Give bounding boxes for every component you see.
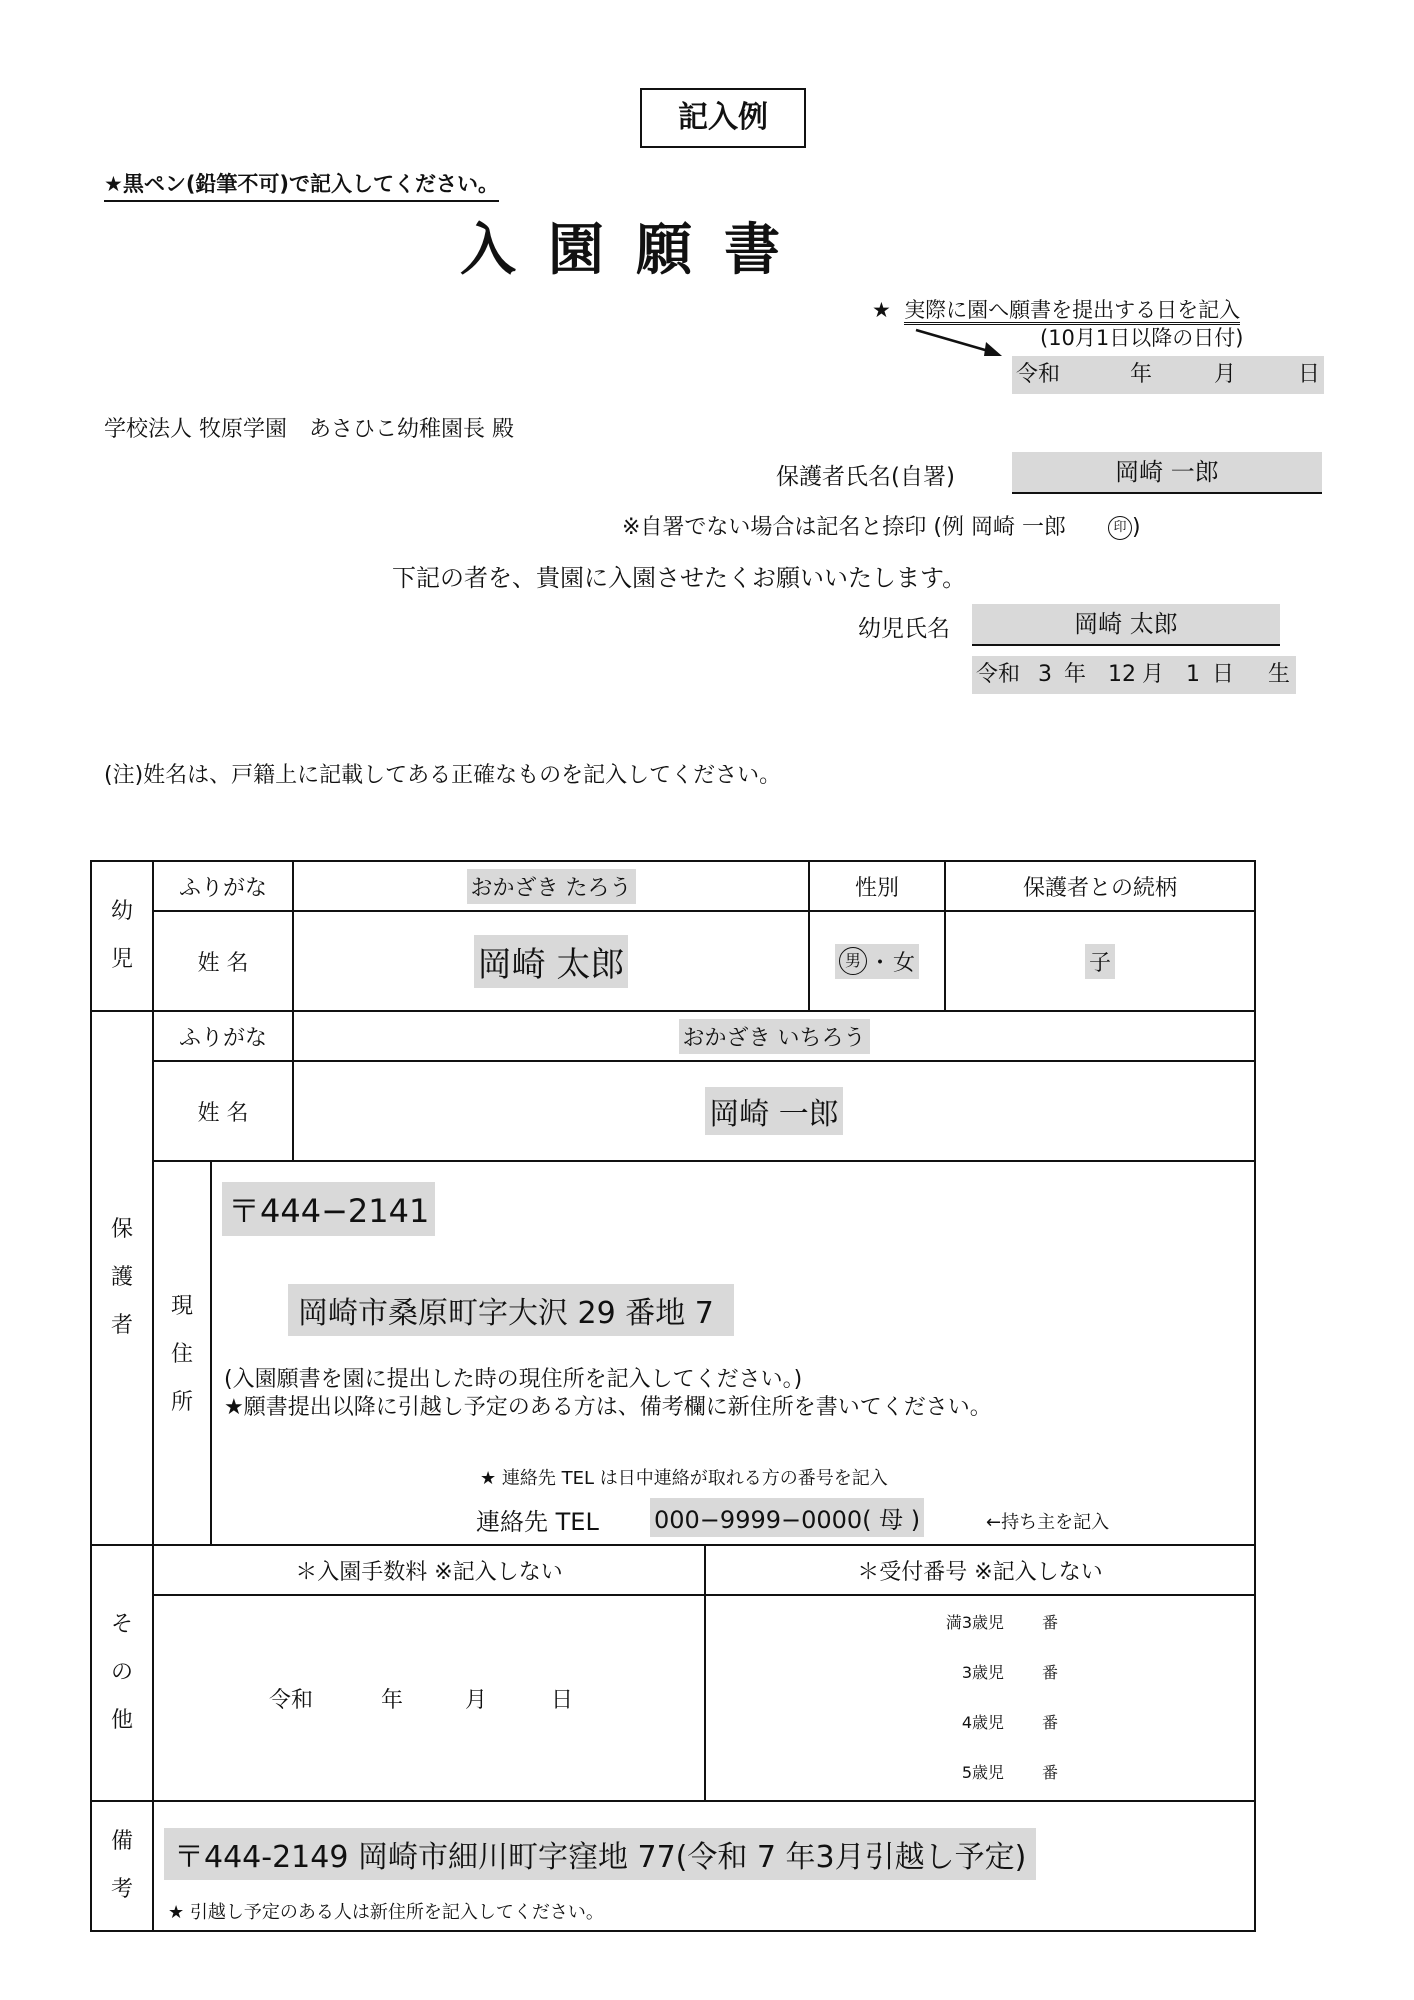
fee-header: ＊入園手数料 ※記入しない <box>295 1559 563 1585</box>
relation-label: 保護者との続柄 <box>1022 875 1177 901</box>
seal-note-close: ) <box>1131 515 1141 540</box>
birth-era: 令和 <box>976 662 1021 687</box>
receipt-label: 5歳児 <box>961 1763 1004 1782</box>
fee-date-year-unit: 年 <box>381 1688 404 1713</box>
gender-label: 性別 <box>854 875 899 901</box>
address-note: (入園願書を園に提出した時の現住所を記入してください。) <box>224 1367 803 1392</box>
remarks-note: ★ 引越し予定のある人は新住所を記入してください。 <box>168 1902 604 1923</box>
birth-year: 3 <box>1038 662 1052 687</box>
birth-suffix: 生 <box>1268 662 1291 687</box>
remarks-field[interactable]: 〒444-2149 岡崎市細川町字窪地 77(令和 7 年3月引越し予定) <box>164 1828 1036 1880</box>
address-label-char: 住 <box>170 1342 193 1367</box>
receipt-label: 4歳児 <box>961 1713 1004 1732</box>
request-text: 下記の者を、貴園に入園させたくお願いいたします。 <box>392 564 967 592</box>
child-name-label: 幼児氏名 <box>858 616 950 642</box>
guardian-furigana-label: ふりがな <box>178 1025 267 1051</box>
submit-date-note <box>872 294 1240 324</box>
application-table <box>90 860 1256 1932</box>
child-name-label: 姓 名 <box>197 950 249 976</box>
tel-field[interactable]: 000−9999−0000( 母 ) <box>650 1498 924 1537</box>
remarks-section-char: 備 <box>110 1829 133 1854</box>
pen-instruction: ★黒ペン(鉛筆不可)で記入してください。 <box>104 168 499 202</box>
child-name-field[interactable]: 岡崎 太郎 <box>972 604 1280 646</box>
postal-code-field[interactable]: 〒444−2141 <box>222 1182 435 1236</box>
child-section-char: 幼 <box>110 899 133 924</box>
receipt-label: 満3歳児 <box>945 1613 1004 1632</box>
guardian-furigana-field[interactable]: おかざき いちろう <box>679 1019 870 1054</box>
remarks-section-char: 考 <box>110 1877 133 1902</box>
birth-month-unit: 月 <box>1142 662 1165 687</box>
other-section-char: そ <box>110 1612 133 1637</box>
gender-separator: ・ <box>868 950 891 976</box>
guardian-signature-field[interactable]: 岡崎 一郎 <box>1012 452 1322 494</box>
receipt-label: 3歳児 <box>961 1663 1004 1682</box>
submit-date-day-unit: 日 <box>1298 362 1321 387</box>
receipt-unit: 番 <box>1042 1713 1059 1732</box>
receipt-unit: 番 <box>1042 1763 1059 1782</box>
guardian-name-cell <box>294 1062 1254 1160</box>
child-name-cell <box>294 912 808 1010</box>
submit-date-note-sub: (10月1日以降の日付) <box>1040 326 1244 350</box>
child-furigana-label: ふりがな <box>178 875 267 901</box>
child-section-label <box>92 862 152 1010</box>
guardian-section-char: 者 <box>110 1313 133 1338</box>
relation-field[interactable]: 子 <box>1085 944 1115 979</box>
birth-day-unit: 日 <box>1212 662 1235 687</box>
submit-date-era: 令和 <box>1016 362 1061 387</box>
guardian-section-char: 護 <box>110 1265 133 1290</box>
submit-date-month-unit: 月 <box>1214 362 1237 387</box>
sample-label: 記入例 <box>640 88 806 148</box>
guardian-furigana-cell <box>294 1012 1254 1060</box>
other-section-char: の <box>110 1660 133 1685</box>
other-section-label <box>92 1546 152 1800</box>
fee-date-month-unit: 月 <box>465 1688 488 1713</box>
relation-cell <box>946 912 1254 1010</box>
birth-date-field[interactable] <box>972 656 1296 694</box>
fee-date-era: 令和 <box>269 1688 314 1713</box>
seal-note-text: ※自署でない場合は記名と捺印 (例 岡崎 一郎 <box>622 515 1066 540</box>
seal-icon: 印 <box>1108 516 1132 540</box>
receipt-list <box>706 1596 1254 1800</box>
other-section-char: 他 <box>110 1708 133 1733</box>
guardian-name-label: 姓 名 <box>197 1100 249 1126</box>
receipt-header: ＊受付番号 ※記入しない <box>857 1559 1103 1585</box>
child-furigana-field[interactable]: おかざき たろう <box>467 869 636 904</box>
child-name-table-field[interactable]: 岡崎 太郎 <box>474 935 629 988</box>
submit-date-note-text: 実際に園へ願書を提出する日を記入 <box>904 298 1240 325</box>
move-note: ★願書提出以降に引越し予定のある方は、備考欄に新住所を書いてください。 <box>224 1395 992 1420</box>
address-field[interactable]: 岡崎市桑原町字大沢 29 番地 7 <box>288 1284 734 1336</box>
submit-date-year-unit: 年 <box>1130 362 1153 387</box>
child-furigana-cell <box>294 862 808 910</box>
guardian-signature-label: 保護者氏名(自署) <box>776 464 955 490</box>
receipt-unit: 番 <box>1042 1613 1059 1632</box>
gender-male-circled[interactable]: 男 <box>839 947 867 975</box>
address-label-char: 所 <box>170 1390 193 1415</box>
fee-date-day-unit: 日 <box>551 1688 574 1713</box>
address-label <box>154 1280 210 1430</box>
child-section-char: 児 <box>110 947 133 972</box>
gender-cell <box>810 912 944 1010</box>
guardian-name-field[interactable]: 岡崎 一郎 <box>705 1087 843 1135</box>
addressee: 学校法人 牧原学園 あさひこ幼稚園長 殿 <box>104 417 514 442</box>
birth-day: 1 <box>1186 662 1200 687</box>
submit-date-field[interactable] <box>1012 356 1324 394</box>
tel-label: 連絡先 TEL <box>476 1508 599 1536</box>
receipt-unit: 番 <box>1042 1663 1059 1682</box>
birth-year-unit: 年 <box>1064 662 1087 687</box>
tel-note: ★ 連絡先 TEL は日中連絡が取れる方の番号を記入 <box>480 1468 888 1489</box>
address-label-char: 現 <box>170 1294 193 1319</box>
form-title: 入園願書 <box>460 218 812 283</box>
star-icon: ★ <box>872 298 891 322</box>
guardian-section-label <box>92 1012 152 1544</box>
tel-owner-note: ←持ち主を記入 <box>986 1512 1110 1533</box>
seal-note <box>622 510 1141 541</box>
arrow-icon <box>914 326 1004 360</box>
birth-month: 12 <box>1108 662 1136 687</box>
remarks-section-label <box>92 1802 152 1930</box>
gender-female[interactable]: 女 <box>893 950 916 976</box>
fee-date-cell <box>154 1596 704 1800</box>
name-footnote: (注)姓名は、戸籍上に記載してある正確なものを記入してください。 <box>104 763 782 788</box>
gender-field[interactable] <box>835 944 919 979</box>
guardian-section-char: 保 <box>110 1217 133 1242</box>
